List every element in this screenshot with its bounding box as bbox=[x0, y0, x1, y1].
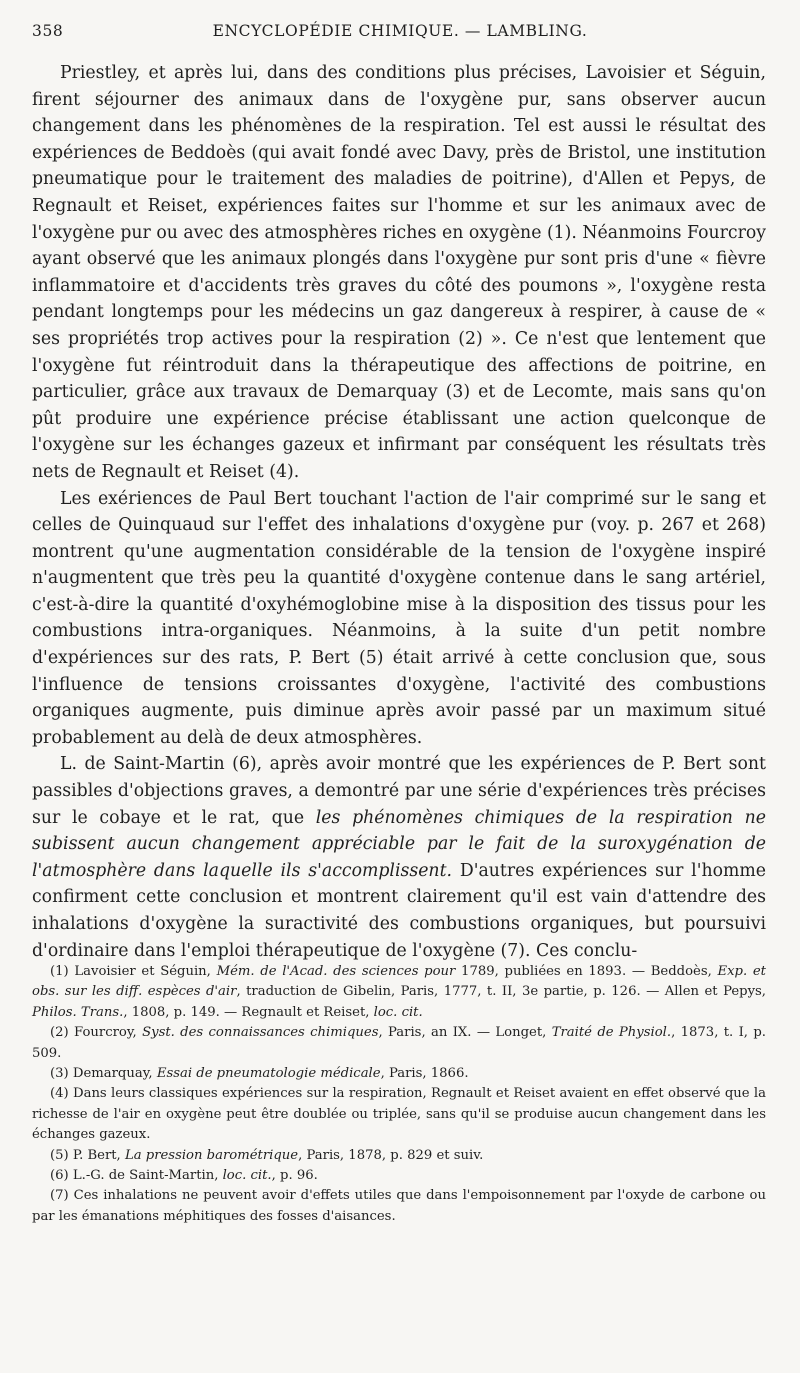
text-run: (7) Ces inhalations ne peuvent avoir d'effets utiles que dans l'empoisonnement par l'oxyde de carbone ou par les émanations méphitiques des fosses d'aisances. bbox=[32, 1188, 766, 1224]
footnote bbox=[32, 1166, 766, 1186]
text-run: 1789, publiées en 1893. — Beddoès, bbox=[455, 964, 718, 979]
footnote bbox=[32, 1064, 766, 1084]
text-run: Les exériences de Paul Bert touchant l'action de l'air comprimé sur le sang et celles de Quinquaud sur l'effet des inhalations d'oxygène pur (voy. p. 267 et 268) montrent qu'une augmentation considérable de la tension de l'oxygène inspiré n'augmentent que très peu la quantité d'oxygène contenue dans le sang artériel, c'est-à-dire la quantité d'oxyhémoglobine mise à la disposition des tissus pour les combustions intra-organiques. Néanmoins, à la suite d'un petit nombre d'expériences sur des rats, P. Bert (5) était arrivé à cette conclusion que, sous l'influence de tensions croissantes d'oxygène, l'activité des combustions organiques augmente, puis diminue après avoir passé par un maximum situé probablement au delà de deux atmosphères. bbox=[32, 488, 766, 748]
paragraph bbox=[32, 751, 766, 964]
text-run: (5) P. Bert, bbox=[50, 1147, 125, 1163]
text-run: (1) Lavoisier et Séguin, bbox=[50, 964, 217, 979]
text-run: , p. 96. bbox=[271, 1168, 318, 1184]
italic-text: Philos. Trans. bbox=[32, 1004, 124, 1020]
paragraph bbox=[32, 486, 766, 752]
page-header bbox=[32, 22, 768, 48]
footnote bbox=[32, 1023, 766, 1064]
text-run: , 1873, t. I, p. 509. bbox=[32, 1025, 766, 1061]
italic-text: Exp. et obs. sur les diff. espèces d'air bbox=[32, 964, 766, 1000]
text-run: , Paris, an IX. — Longet, bbox=[378, 1025, 552, 1041]
italic-text: Syst. des connaissances chimiques bbox=[142, 1025, 379, 1041]
text-run: (6) L.-G. de Saint-Martin, bbox=[50, 1168, 223, 1184]
body-text bbox=[32, 60, 766, 964]
text-run: D'autres expériences sur l'homme confirment cette conclusion et montrent clairement qu'il est vain d'attendre des inhalations d'oxygène la suractivité des combustions organiques, but poursuivi d'ordinaire dans l'emploi thérapeutique de l'oxygène (7). Ces conclu- bbox=[32, 860, 766, 961]
page-number: 358 bbox=[32, 22, 64, 40]
footnote bbox=[32, 1146, 766, 1166]
italic-text: les phénomènes chimiques de la respiration ne subissent aucun changement appréciable par le fait de la suroxygénation de l'atmosphère dans laquelle ils s'accomplissent. bbox=[32, 807, 766, 881]
text-run: , traduction de Gibelin, Paris, 1777, t. II, 3e partie, p. 126. — Allen et Pepys, bbox=[236, 984, 767, 1000]
footnotes bbox=[32, 962, 766, 1227]
text-run: L. de Saint-Martin (6), après avoir montré que les expériences de P. Bert sont passibles d'objections graves, a demontré par une série d'expériences très précises sur le cobaye et le rat, que bbox=[32, 754, 766, 828]
text-run: (4) Dans leurs classiques expériences sur la respiration, Regnault et Reiset avaient en effet observé que la richesse de l'air en oxygène peut être doublée ou triplée, sans qu'il se produise aucun changement dans les échanges gazeux. bbox=[32, 1086, 766, 1143]
footnote bbox=[32, 962, 766, 1023]
running-title: ENCYCLOPÉDIE CHIMIQUE. — LAMBLING. bbox=[212, 22, 588, 40]
text-run: , Paris, 1866. bbox=[380, 1066, 469, 1082]
text-run: , 1808, p. 149. — Regnault et Reiset, bbox=[123, 1004, 374, 1020]
italic-text: Traité de Physiol. bbox=[551, 1025, 672, 1041]
text-run: (3) Demarquay, bbox=[50, 1066, 157, 1082]
italic-text: loc. cit. bbox=[222, 1168, 272, 1184]
italic-text: La pression barométrique bbox=[124, 1147, 299, 1163]
footnote bbox=[32, 1186, 766, 1227]
paragraph bbox=[32, 60, 766, 486]
italic-text: Mém. de l'Acad. des sciences pour bbox=[216, 964, 456, 979]
italic-text: Essai de pneumatologie médicale bbox=[156, 1066, 381, 1082]
text-run: (2) Fourcroy, bbox=[50, 1025, 143, 1041]
text-run: , Paris, 1878, p. 829 et suiv. bbox=[298, 1147, 484, 1163]
italic-text: loc. cit. bbox=[373, 1004, 423, 1020]
text-run: Priestley, et après lui, dans des conditions plus précises, Lavoisier et Séguin, firent séjourner des animaux dans de l'oxygène pur, sans observer aucun changement dans les phénomènes de la respiration. Tel est aussi le résultat des expériences de Beddoès (qui avait fondé avec Davy, près de Bristol, une institution pneumatique pour le traitement des maladies de poitrine), d'Allen et Pepys, de Regnault et Reiset, expériences faites sur l'homme et sur les animaux avec de l'oxygène pur ou avec des atmosphères riches en oxygène (1). Néanmoins Fourcroy ayant observé que les animaux plongés dans l'oxygène pur sont pris d'une « fièvre inflammatoire et d'accidents très graves du côté des poumons », l'oxygène resta pendant longtemps pour les médecins un gaz dangereux à respirer, à cause de « ses propriétés trop actives pour la respiration (2) ». Ce n'est que lentement que l'oxygène fut réintroduit dans la thérapeutique des affections de poitrine, en particulier, grâce aux travaux de Demarquay (3) et de Lecomte, mais sans qu'on pût produire une expérience précise établissant une action quelconque de l'oxygène sur les échanges gazeux et infirmant par conséquent les résultats très nets de Regnault et Reiset (4). bbox=[32, 63, 766, 482]
footnote bbox=[32, 1084, 766, 1145]
